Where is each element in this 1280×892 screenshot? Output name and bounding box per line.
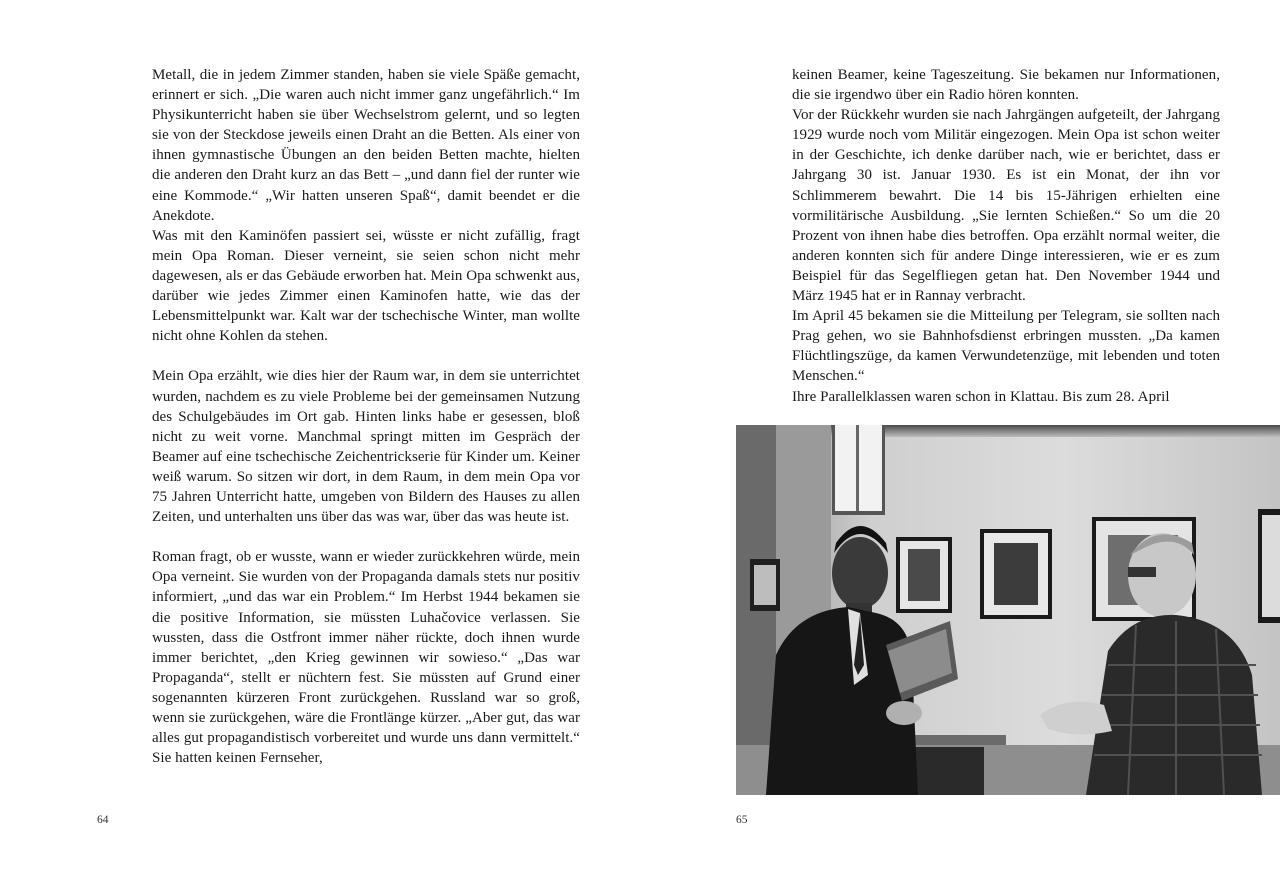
photo-two-men-talking-icon [736,425,1280,795]
paragraph: Was mit den Kaminöfen passiert sei, wüsste er nicht zufällig, fragt mein Opa Roman. Dieser verneint, sie seien schon nicht mehr dagewesen, als er das Gebäude erworben hat. Mein Opa schwenkt aus, darüber wie jedes Zimmer einen Kaminofen hatte, wie das der Lebensmittelpunkt war. Kalt war der tschechische Winter, man wollte nicht ohne Kohlen da stehen. [152,227,580,345]
left-page-text [152,65,580,768]
paragraph: Vor der Rückkehr wurden sie nach Jahrgängen aufgeteilt, der Jahrgang 1929 wurde noch vom Militär eingezogen. Mein Opa ist schon weiter in der Geschichte, ich denke darüber nach, wie er berichtet, dass er Jahrgang 30 ist. Januar 1930. Es ist ein Monat, der ihn vor Schlimmerem bewahrt. Die 14 bis 15-Jährigen erhielten eine vormilitärische Ausbildung. „Sie lernten Schießen.“ So um die 20 Prozent von ihnen habe dies betroffen. Opa erzählt normal weiter, die anderen konnten sich für andere Dinge interessieren, wie er es zum Beispiel für das Segelfliegen getan hat. Den November 1944 und März 1945 hat er in Rannay verbracht. [792,107,1220,305]
page-number: 64 [97,814,109,826]
right-page [640,0,1280,892]
paragraph: Mein Opa erzählt, wie dies hier der Raum war, in dem sie unterrichtet wurden, nachdem es zu viele Probleme bei der gemeinsamen Nutzung des Schulgebäudes im Ort gab. Hinten links habe er gesessen, bloß nicht zu weit vorne. Manchmal springt mitten im Gespräch der Beamer auf eine tschechische Zeichentrickserie für Kinder um. Keiner weiß warum. So sitzen wir dort, in dem Raum, in dem mein Opa vor 75 Jahren Unterricht hatte, umgeben von Bildern des Hauses zu allen Zeiten, und unterhalten uns über das was war, über das was heute ist. [152,368,580,526]
paragraph: Metall, die in jedem Zimmer standen, haben sie viele Späße gemacht, erinnert er sich. „Die waren auch nicht immer ganz ungefährlich.“ Im Physikunterricht haben sie über Wechselstrom gelernt, und so legten sie von der Steckdose jeweils einen Draht an die Betten. Als einer von ihnen gymnastische Übungen an den beiden Betten machte, hielten die anderen den Draht kurz an das Bett – „und dann fiel der runter wie eine Kommode.“ „Wir hatten unseren Spaß“, damit beendet er die Anekdote. [152,67,580,224]
page-number: 65 [736,814,748,826]
right-page-text [792,65,1220,407]
paragraph: keinen Beamer, keine Tageszeitung. Sie bekamen nur Informationen, die sie irgendwo über ein Radio hören konnten. [792,67,1220,104]
paragraph: Roman fragt, ob er wusste, wann er wieder zurückkehren würde, mein Opa verneint. Sie wurden von der Propaganda damals stets nur positiv informiert, „und das war ein Problem.“ Im Herbst 1944 bekamen sie die positive Information, sie müssten Luhačovice verlassen. Sie wussten, dass die Ostfront immer näher rückte, doch ihnen wurde immer berichtet, „den Krieg gewinnen wir sowieso.“ „Das war Propaganda“, stellt er nüchtern fest. Sie müssten auf Grund einer sogenannten kürzeren Front zurückgehen. Russland war so groß, wenn sie zurückgehen, wäre die Frontlänge kürzer. „Aber gut, das war alles gut propagandistisch vorbereitet und wurde uns dann vermittelt.“ Sie hatten keinen Fernseher, [152,549,580,767]
paragraph: Im April 45 bekamen sie die Mitteilung per Telegram, sie sollten nach Prag gehen, wo sie Bahnhofsdienst erbringen mussten. „Da kamen Flüchtlingszüge, da kamen Verwundetenzüge, mit lebenden und toten Menschen.“ [792,308,1220,385]
paragraph: Ihre Parallelklassen waren schon in Klattau. Bis zum 28. April [792,388,1170,405]
